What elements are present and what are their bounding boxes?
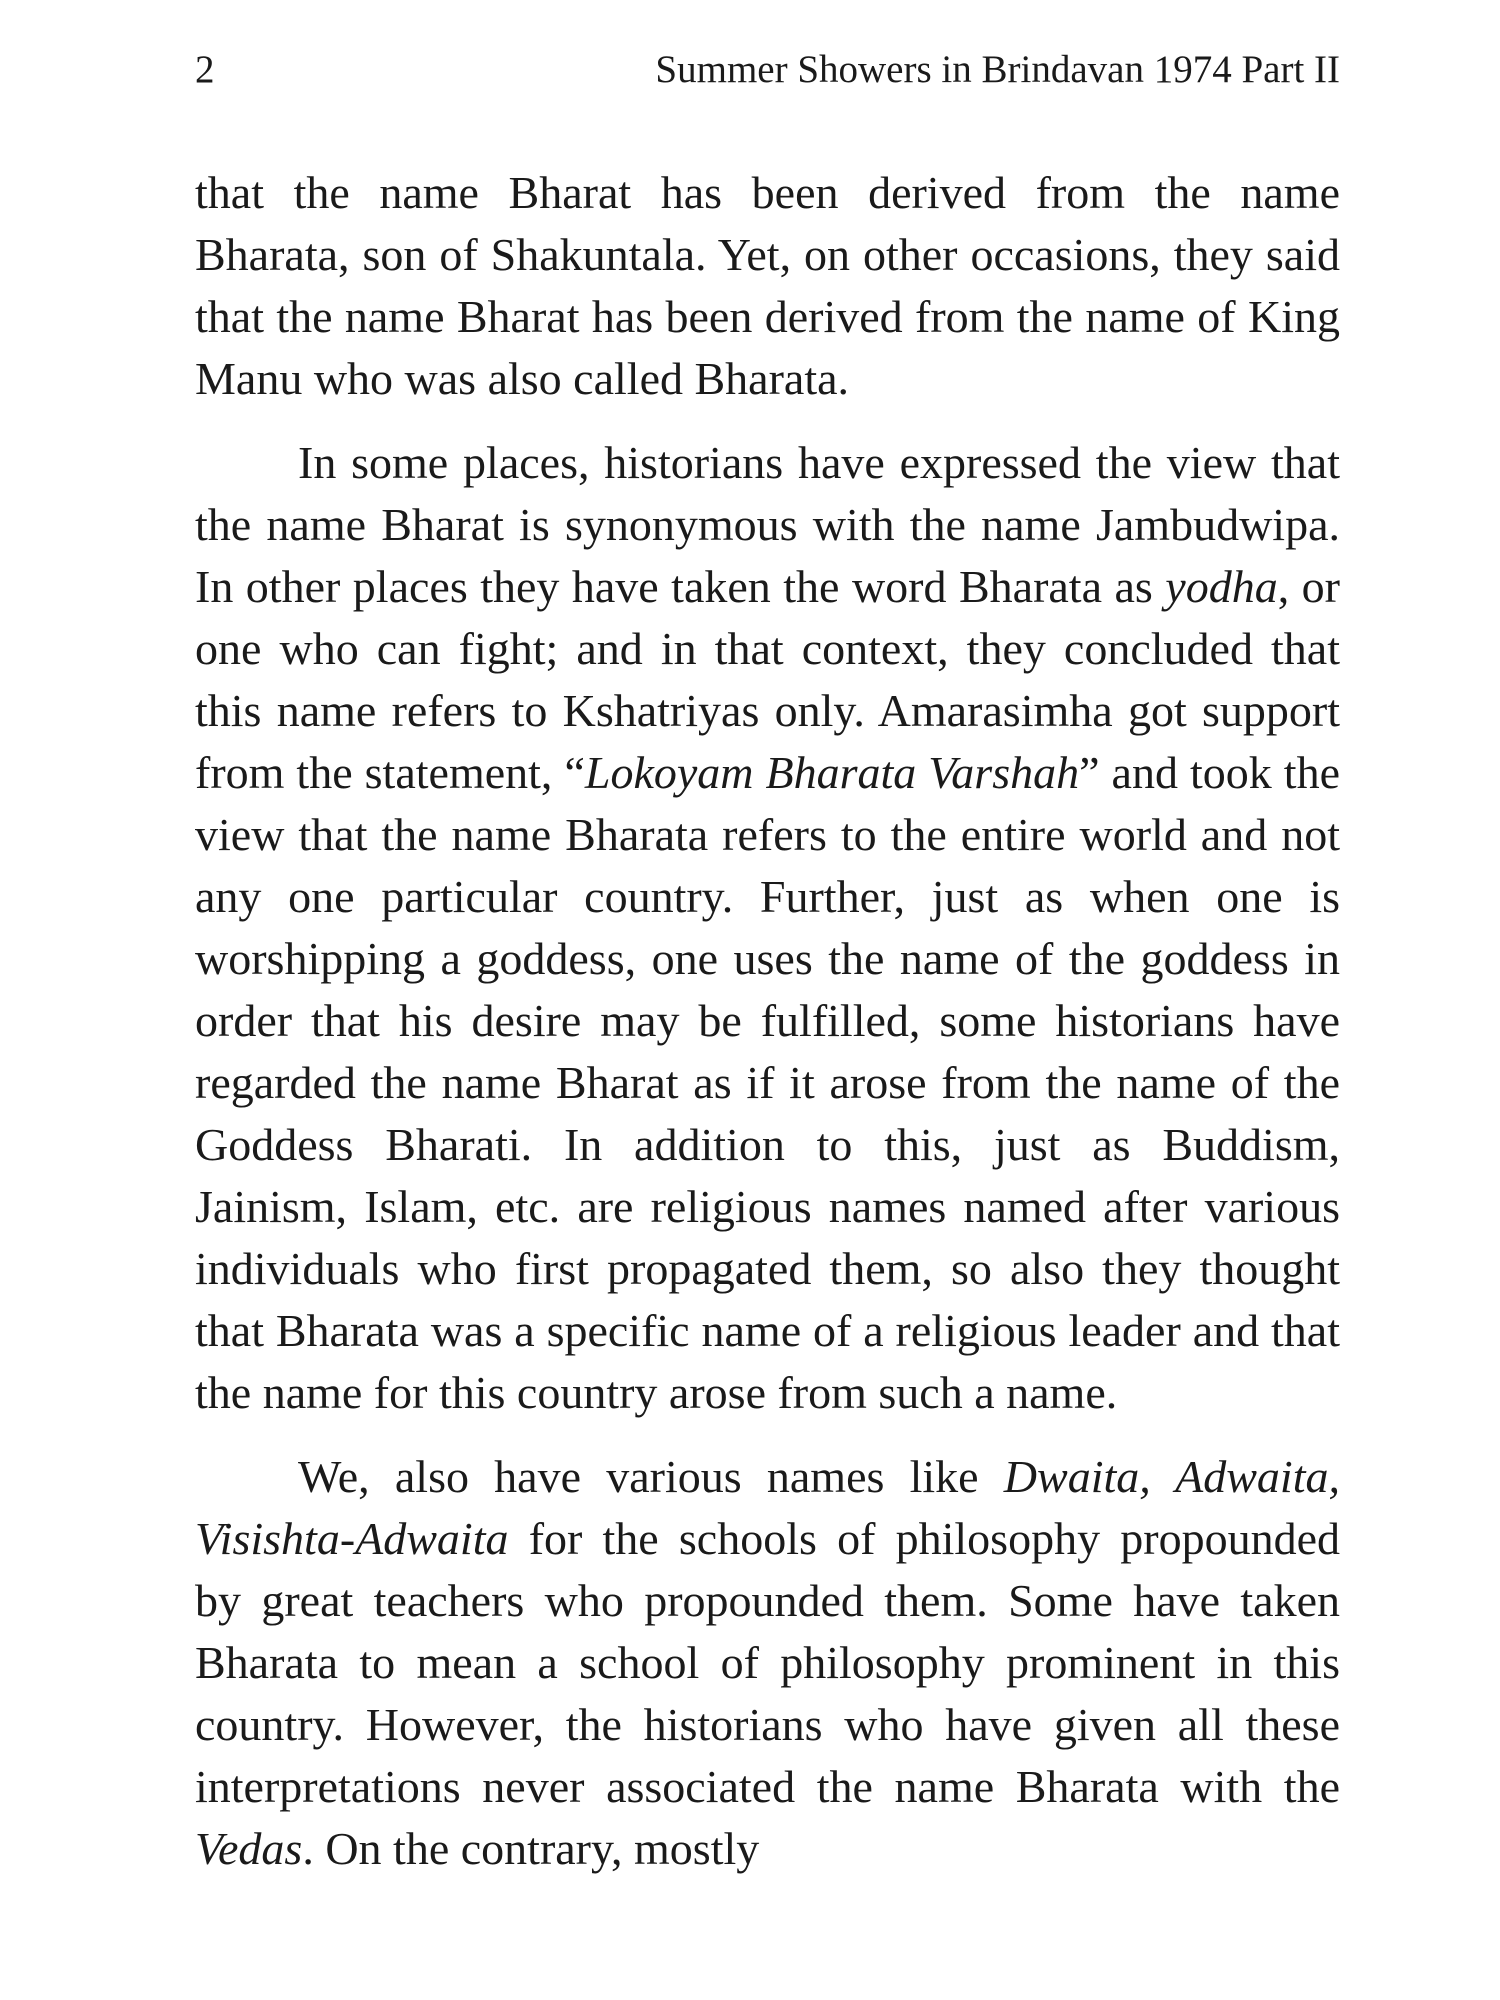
italic-term: Vedas: [195, 1823, 303, 1874]
text-run: , or one who can fight; and in that context, they concluded that this name refers to Kshatriyas only. Amarasimha got support from the statement, “: [195, 561, 1340, 798]
text-run: that the name Bharat has been derived from the name Bharata, son of Shakuntala. Yet, on other occasions, they said that the name Bharat has been derived from the name of King Manu who was also called Bharata.: [195, 167, 1340, 404]
paragraph: [195, 1446, 1340, 1880]
italic-term: Dwaita, Adwaita, Visishta-Adwaita: [195, 1451, 1340, 1564]
book-title: Summer Showers in Brindavan 1974 Part II: [655, 48, 1340, 91]
paragraph: [195, 432, 1340, 1424]
italic-term: yodha: [1165, 561, 1278, 612]
text-run: ” and took the view that the name Bharata refers to the entire world and not any one particular country. Further, just as when one is worshipping a goddess, one uses the name of the goddess in order that his desire may be fulfilled, some historians have regarded the name Bharat as if it arose from the name of the Goddess Bharati. In addition to this, just as Buddism, Jainism, Islam, etc. are religious names named after various individuals who first propagated them, so also they thought that Bharata was a specific name of a religious leader and that the name for this country arose from such a name.: [195, 747, 1340, 1418]
paragraph: [195, 162, 1340, 410]
body-text: [195, 162, 1340, 1880]
text-run: for the schools of philosophy propounded by great teachers who propounded them. Some have taken Bharata to mean a school of philosophy prominent in this country. However, the historians who have given all these interpretations never associated the name Bharata with the: [195, 1513, 1340, 1812]
text-run: In some places, historians have expressed the view that the name Bharat is synonymous with the name Jambudwipa. In other places they have taken the word Bharata as: [195, 437, 1340, 612]
page-number: 2: [195, 48, 215, 91]
text-run: . On the contrary, mostly: [302, 1823, 760, 1874]
running-header: [195, 40, 1340, 100]
italic-term: Lokoyam Bharata Varshah: [584, 747, 1080, 798]
text-run: We, also have various names like: [298, 1451, 1004, 1502]
book-page: [195, 40, 1340, 1980]
